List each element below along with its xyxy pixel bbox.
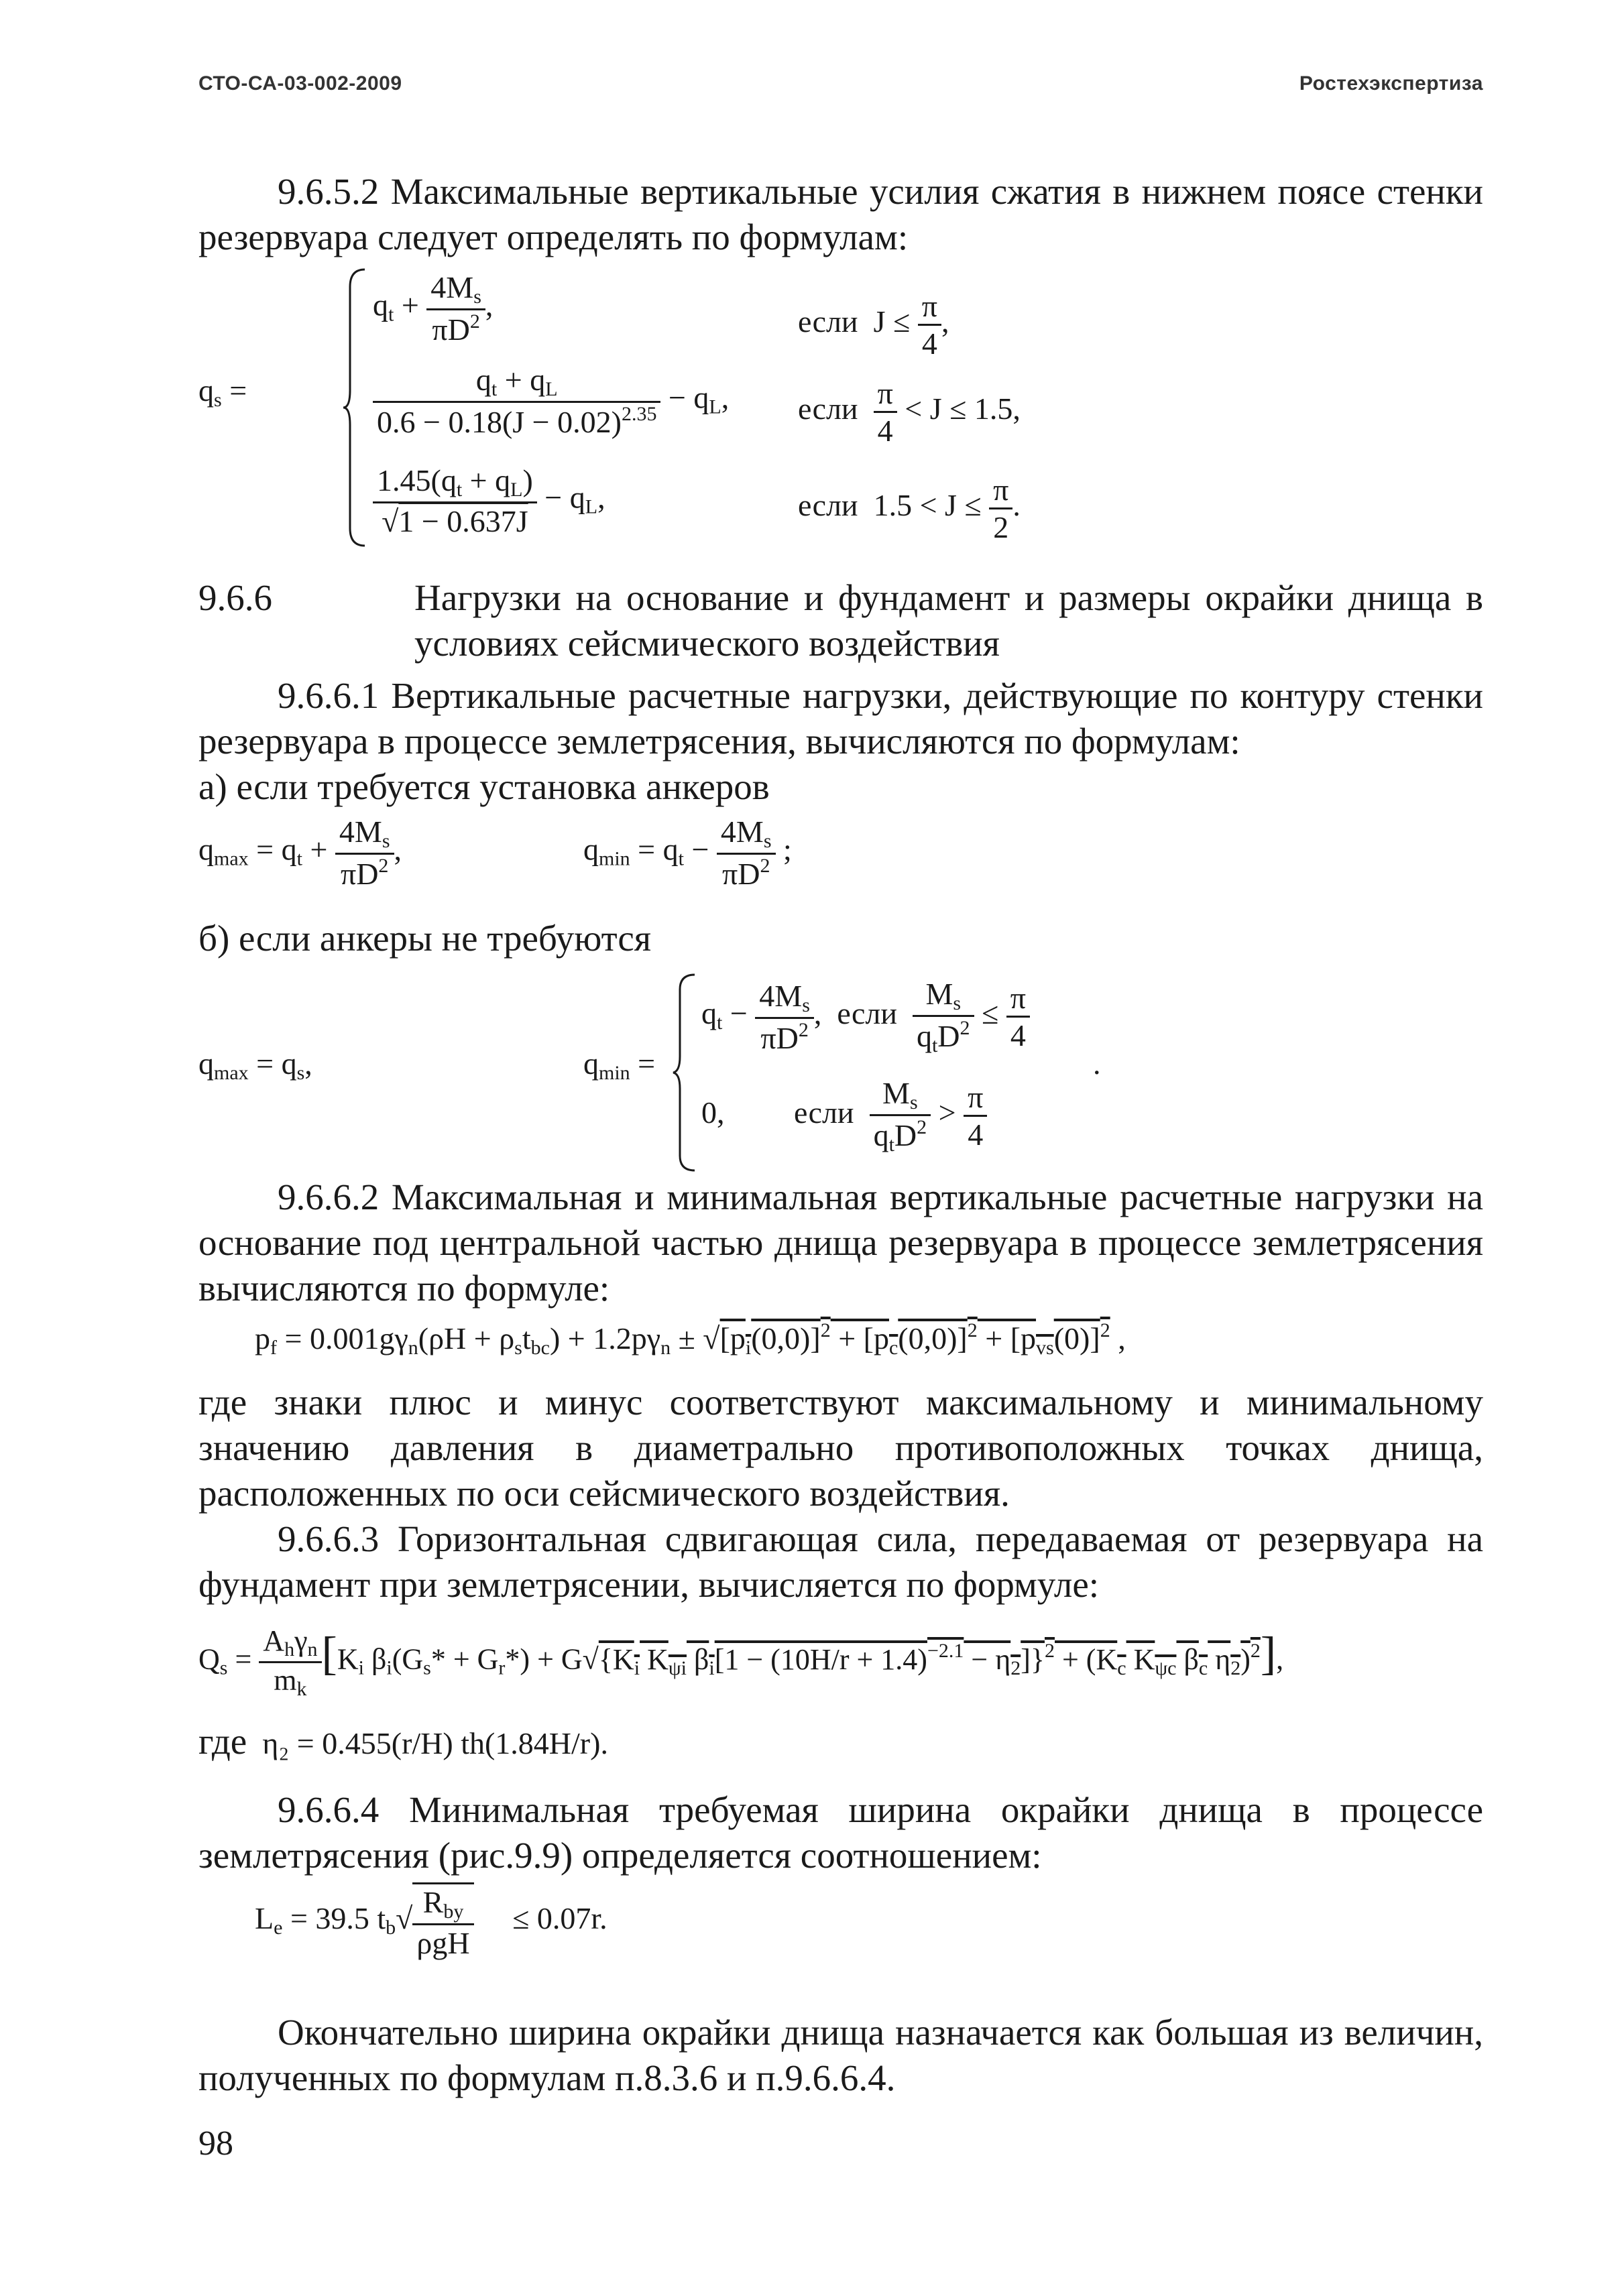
paragraph-final: Окончательно ширина окрайки днища назначается как большая из величин, полученных по формулам п.8.3.6 и п.9.6.6.4. bbox=[198, 2012, 1483, 2098]
formula-eta2: где η₂ = 0.455(r/H) th(1.84H/r). bbox=[198, 1721, 608, 1762]
formula-qmax-no-anchors: $q_{max} = q_s$, bbox=[198, 1046, 312, 1084]
case-b-label: б) если анкеры не требуются bbox=[198, 918, 652, 959]
formula-qmin-no-anchors-lhs: $q_{min}$ = bbox=[583, 1046, 656, 1084]
document-code: СТО-СА-03-002-2009 bbox=[198, 72, 402, 95]
qs-case-1: $q_t$ + $\frac{4M_s}{\pi D^2}$ , bbox=[373, 270, 494, 347]
brace-qmin bbox=[671, 972, 697, 1173]
qs-case-3-condition: если 1.5 < J ≤ $\frac{\pi}{2}$ . bbox=[798, 473, 1021, 544]
qs-case-3: $\frac{1.45(q_t + q_L)}{√1 - 0.637J}$ − $q_L$, bbox=[373, 463, 605, 539]
paragraph-9-6-5-2: 9.6.5.2 Максимальные вертикальные усилия сжатия в нижнем поясе стенки резервуара следует определять по формулам: bbox=[198, 171, 1483, 257]
paragraph-9-6-6-1: 9.6.6.1 Вертикальные расчетные нагрузки, действующие по контуру стенки резервуара в процессе землетрясения, вычисляются по формулам: bbox=[198, 675, 1483, 762]
formula-qmin-anchors: $q_{min} = q_t$ − $\frac{4M_s}{\pi D^2}$ ; bbox=[583, 814, 792, 891]
qs-case-2: $\frac{q_t + q_L}{0.6 - 0.18(J - 0.02)^{2.35}}$ − $q_L$, bbox=[373, 362, 729, 440]
page-number: 98 bbox=[198, 2124, 233, 2163]
qs-case-1-condition: если J ≤ $\frac{\pi}{4}$ , bbox=[798, 289, 949, 361]
paragraph-9-6-6-2: 9.6.6.2 Максимальная и минимальная вертикальные расчетные нагрузки на основание под центральной частью днища резервуара в процессе землетрясения вычисляются по формуле: bbox=[198, 1176, 1483, 1309]
qmin-period: . bbox=[1093, 1046, 1101, 1081]
formula-qs-lhs: $q_s$ = bbox=[198, 373, 247, 411]
paragraph-9-6-6-3: 9.6.6.3 Горизонтальная сдвигающая сила, передаваемая от резервуара на фундамент при землетрясении, вычисляется по формуле: bbox=[198, 1518, 1483, 1605]
section-9-6-6-number: 9.6.6 bbox=[198, 577, 272, 618]
qmin-case-2: 0, если $\frac{M_s}{q_tD^2}$ > $\frac{\pi}{4}$ bbox=[701, 1075, 987, 1156]
section-9-6-6-title: Нагрузки на основание и фундамент и размеры окрайки днища в условиях сейсмического воздействия bbox=[414, 577, 1483, 664]
publisher-name: Ростехэкспертиза bbox=[1299, 72, 1483, 95]
paragraph-9-6-6-4: 9.6.6.4 Минимальная требуемая ширина окрайки днища в процессе землетрясения (рис.9.9) определяется соотношением: bbox=[198, 1789, 1483, 1876]
formula-Qs: $Q_s$ = $\frac{A_h\gamma_n}{m_k}$ [$K_i$ $\beta_i(G_s* + G_r*) + G√\{K_i$ $K_{\psi i}$ $\beta_i[1 - (10H/r + 1.4)^{-2.1} - \eta_2]\}^2 + (K_c$ $K_{\psi c}$ $\beta_c$ $\eta_2)^2$], bbox=[198, 1624, 1284, 1700]
qmin-case-1: $q_t$ − $\frac{4M_s}{\pi D^2}$ , если $\frac{M_s}{q_tD^2}$ ≤ $\frac{\pi}{4}$ bbox=[701, 976, 1030, 1057]
brace-qs bbox=[341, 267, 367, 548]
formula-qmax-anchors: $q_{max} = q_t$ + $\frac{4M_s}{\pi D^2}$ , bbox=[198, 814, 402, 891]
qs-case-2-condition: если $\frac{\pi}{4}$ < J ≤ 1.5, bbox=[798, 376, 1021, 448]
case-a-label: а) если требуется установка анкеров bbox=[198, 766, 770, 807]
formula-Le: $L_e = 39.5$ $t_b√$ $\frac{R_{by}}{\text{ρgH}}$ ≤ 0.07r. bbox=[255, 1882, 607, 1961]
formula-pf: $p_f = 0.001g\gamma_n(\rho H + \rho_st_{bc}) + 1.2p\gamma_n \pm √[p_i(0,0)]^2 + [p_c(0,0)]^2 + [p_{vs}(0)]^2$ , bbox=[255, 1319, 1126, 1359]
paragraph-9-6-6-2-note: где знаки плюс и минус соответствуют максимальному и минимальному значению давления в диаметрально противоположных точках днища, расположенных по оси сейсмического воздействия. bbox=[198, 1382, 1483, 1514]
